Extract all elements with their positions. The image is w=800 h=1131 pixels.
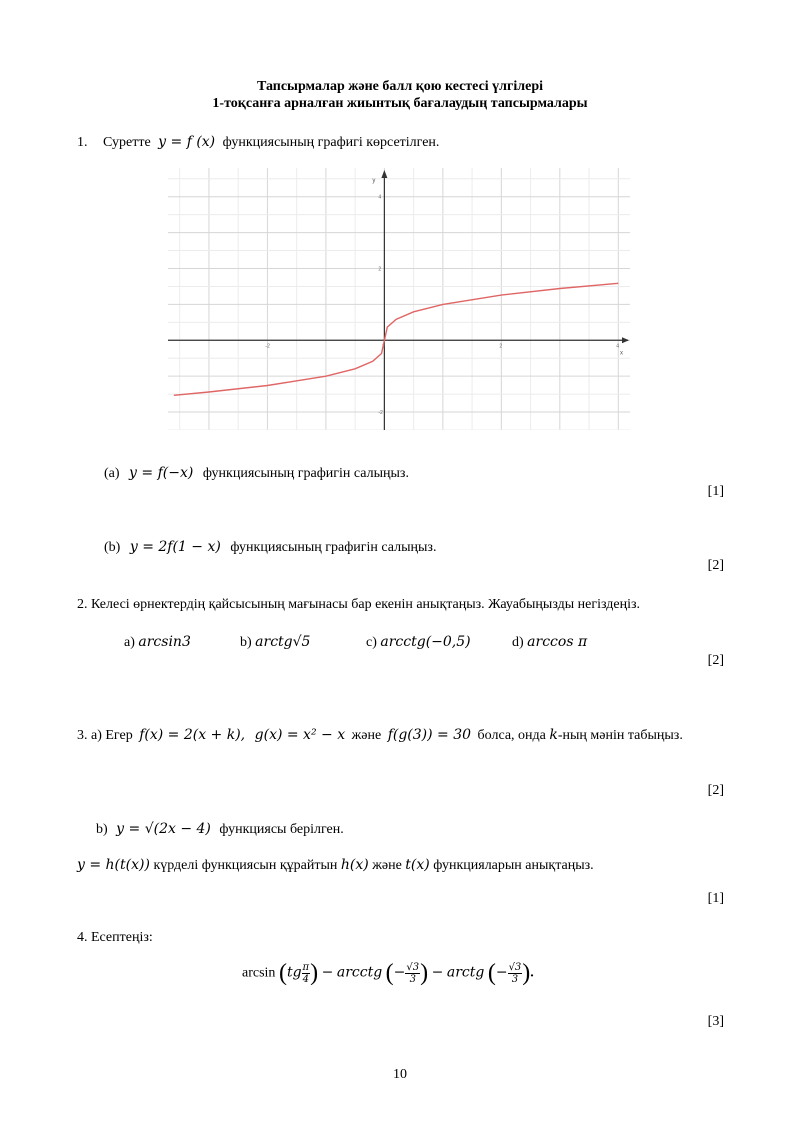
option-label: c) <box>366 635 377 650</box>
paren-close: ) <box>310 960 319 986</box>
task1b-mark: [2] <box>707 558 724 573</box>
task2-option-c <box>366 634 471 651</box>
task1a-mark: [1] <box>707 484 724 499</box>
arctg-text: arctg <box>446 964 485 981</box>
y-axis-label: y <box>372 178 376 184</box>
task4-title: 4. Есептеңіз: <box>77 930 153 945</box>
arcsin-text: arcsin <box>242 965 276 981</box>
frac-denominator: 4 <box>302 974 309 985</box>
task3a-f-formula: f(x) = 2(x + k), <box>139 727 246 743</box>
task1b-text: функциясының графигін салыңыз. <box>230 540 437 555</box>
y-tick-label: 4 <box>378 194 382 201</box>
function-graph <box>168 168 630 430</box>
task1a-label: (a) <box>104 466 120 481</box>
frac-numerator: √3 <box>508 962 522 973</box>
task1a-text: функциясының графигін салыңыз. <box>202 466 409 481</box>
pi-over-4 <box>302 962 311 985</box>
paren-open: ( <box>278 960 287 986</box>
task3a-k: k <box>549 727 558 743</box>
task2-option-d <box>512 634 587 651</box>
y-tick-label: 2 <box>378 266 382 273</box>
minus-sign: − <box>431 964 444 981</box>
task1-statement <box>77 134 439 151</box>
tg-text: tg <box>286 964 302 981</box>
x-tick-label: 0 <box>382 343 386 350</box>
frac-numerator: √3 <box>406 962 420 973</box>
task1b-formula: y = 2f(1 − x) <box>129 539 221 555</box>
task3b-line2 <box>77 857 594 874</box>
minus-sign: − <box>321 964 334 981</box>
graph-curve <box>174 283 619 395</box>
option-expr: arcsin3 <box>138 634 191 650</box>
paren-close: ) <box>522 960 531 986</box>
option-label: d) <box>512 635 524 650</box>
task1a <box>104 465 409 482</box>
minus-sign: − <box>495 964 508 981</box>
task4-expression <box>242 960 534 987</box>
task1-number: 1. <box>77 135 88 150</box>
function-curve <box>174 283 619 395</box>
task1-text-after: функциясының графигі көрсетілген. <box>222 135 440 150</box>
task2-option-b <box>240 634 310 651</box>
x-tick-label: -2 <box>265 343 270 350</box>
task3b-mark: [1] <box>707 891 724 906</box>
task3a-mark: [2] <box>707 783 724 798</box>
header-title-line2: 1-тоқсанға арналған жиынтық бағалаудың тапсырмалары <box>212 96 588 111</box>
task3b-text: функциясы берілген. <box>219 822 344 837</box>
task1b <box>104 539 436 556</box>
sqrt3-over-3 <box>405 962 420 985</box>
task2-mark: [2] <box>707 653 724 668</box>
option-expr: arctg√5 <box>255 634 311 650</box>
frac-denominator: 3 <box>511 974 519 985</box>
end-dot: . <box>530 965 534 981</box>
arcctg-text: arcctg <box>336 964 383 981</box>
option-expr: arcctg(−0,5) <box>380 634 471 650</box>
paren-open: ( <box>487 960 496 986</box>
x-tick-label: 2 <box>499 343 503 350</box>
task1-text-before: Суретте <box>103 135 151 150</box>
task3a-condition: f(g(3)) = 30 <box>387 727 472 743</box>
minus-sign: − <box>393 964 406 981</box>
x-axis-label: x <box>620 350 623 357</box>
header-title-line1: Тапсырмалар және балл қою кестесі үлгілері <box>256 79 544 94</box>
task2-option-a <box>124 634 191 651</box>
task3a-g-formula: g(x) = x² − x <box>254 727 346 743</box>
task3a-statement <box>77 724 724 747</box>
task1a-formula: y = f(−x) <box>129 465 194 481</box>
option-label: b) <box>240 635 252 650</box>
frac-numerator: π <box>302 962 310 973</box>
y-tick-label: -2 <box>378 410 383 417</box>
task3b-formula2: h(x) <box>340 857 369 873</box>
task3b-text2: функцияларын анықтаңыз. <box>433 858 594 873</box>
task3b-label: b) <box>96 822 108 837</box>
task3b-and: және <box>372 858 402 873</box>
task3a-end: -ның мәнін табыңыз. <box>557 728 683 743</box>
sqrt3-over-3 <box>508 962 523 985</box>
task3a-prefix: 3. a) Егер <box>77 728 133 743</box>
page-number: 10 <box>393 1067 407 1082</box>
paren-open: ( <box>385 960 394 986</box>
paren-close: ) <box>420 960 429 986</box>
task3b-formula: y = √(2x − 4) <box>116 821 211 837</box>
task3a-and: және <box>351 728 382 743</box>
task1-formula: y = f (x) <box>158 134 216 150</box>
task1b-label: (b) <box>104 540 121 555</box>
task3b-formula3: t(x) <box>405 857 430 873</box>
x-tick-label: 4 <box>616 343 620 350</box>
graph-grid <box>168 168 630 430</box>
frac-denominator: 3 <box>409 974 416 985</box>
y-axis-arrow <box>381 170 387 178</box>
x-axis-arrow <box>622 337 629 343</box>
task4-mark: [3] <box>707 1014 724 1029</box>
option-expr: arccos π <box>527 634 588 650</box>
task2-statement: 2. Келесі өрнектердің қайсысының мағынасы бар екенін анықтаңыз. Жауабыңызды негіздеңіз. <box>77 597 641 612</box>
task3b-formula1: y = h(t(x)) <box>77 857 150 873</box>
task3b <box>96 821 344 838</box>
task3b-text1: күрделі функциясын құрайтын <box>153 858 338 873</box>
option-label: a) <box>124 635 135 650</box>
task3a-then: болса, онда <box>477 728 546 743</box>
